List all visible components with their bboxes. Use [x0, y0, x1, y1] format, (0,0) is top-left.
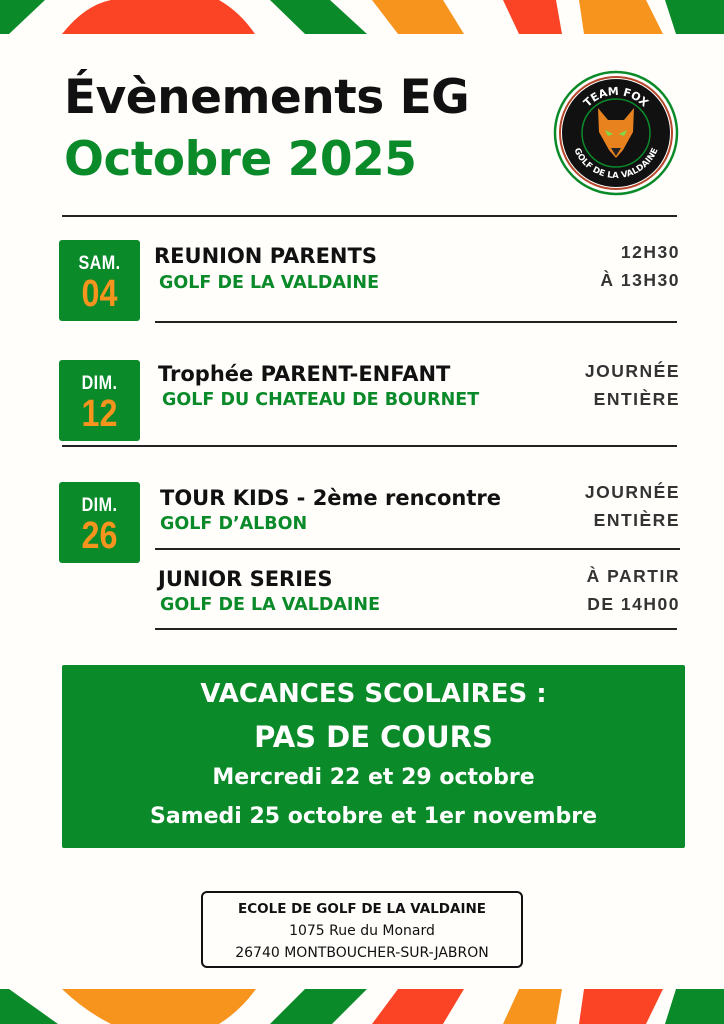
event-time	[585, 357, 680, 413]
event-title: JUNIOR SERIES	[158, 567, 333, 591]
event-venue: GOLF DU CHATEAU DE BOURNET	[162, 390, 480, 410]
event-venue: GOLF D’ALBON	[160, 514, 308, 534]
logo-bottom-text: GOLF DE LA VALDAINE	[571, 146, 661, 182]
address-box	[201, 891, 523, 968]
page-title: Évènements EG	[64, 70, 470, 125]
event-time-line2: DE 14H00	[587, 594, 680, 614]
date-day: DIM.	[81, 495, 118, 516]
event-time	[600, 238, 680, 294]
top-decorative-stripe	[0, 0, 724, 34]
event-venue: GOLF DE LA VALDAINE	[160, 595, 381, 615]
date-badge	[59, 360, 140, 441]
date-day: SAM.	[78, 253, 121, 274]
event-title: TOUR KIDS - 2ème rencontre	[160, 486, 501, 510]
date-day: DIM.	[81, 373, 118, 394]
event-time-line1: JOURNÉE	[584, 361, 680, 381]
school-holidays-banner	[62, 665, 685, 848]
date-number: 26	[81, 515, 118, 557]
divider	[62, 445, 677, 447]
event-title: Trophée PARENT-ENFANT	[158, 362, 451, 386]
date-badge	[59, 240, 140, 321]
school-name: ECOLE DE GOLF DE LA VALDAINE	[238, 901, 486, 917]
page-subtitle: Octobre 2025	[64, 132, 417, 187]
banner-dates-saturday: Samedi 25 octobre et 1er novembre	[149, 804, 598, 829]
event-time-line2: ENTIÈRE	[593, 510, 680, 530]
event-time-line1: JOURNÉE	[584, 482, 680, 502]
bottom-decorative-stripe	[0, 989, 724, 1024]
divider	[155, 628, 677, 630]
event-time	[585, 478, 680, 534]
divider	[155, 548, 680, 550]
event-time-line1: 12H30	[620, 242, 680, 262]
event-time-line1: À PARTIR	[586, 566, 680, 586]
logo-top-text: TEAM FOX	[581, 84, 651, 110]
divider	[62, 215, 677, 217]
event-venue: GOLF DE LA VALDAINE	[159, 273, 380, 293]
event-time-line2: ENTIÈRE	[593, 389, 680, 409]
date-number: 04	[81, 273, 118, 315]
team-fox-logo	[553, 70, 679, 196]
date-number: 12	[81, 393, 118, 435]
banner-heading: VACANCES SCOLAIRES :	[200, 679, 547, 709]
banner-dates-wednesday: Mercredi 22 et 29 octobre	[212, 765, 535, 790]
event-time	[587, 562, 680, 618]
event-time-line2: À 13H30	[600, 270, 680, 290]
date-badge	[59, 482, 140, 563]
street-address: 1075 Rue du Monard	[289, 923, 435, 939]
event-title: REUNION PARENTS	[154, 244, 377, 268]
divider	[155, 321, 677, 323]
banner-subheading: PAS DE COURS	[254, 720, 493, 754]
city-address: 26740 MONTBOUCHER-SUR-JABRON	[235, 945, 489, 961]
